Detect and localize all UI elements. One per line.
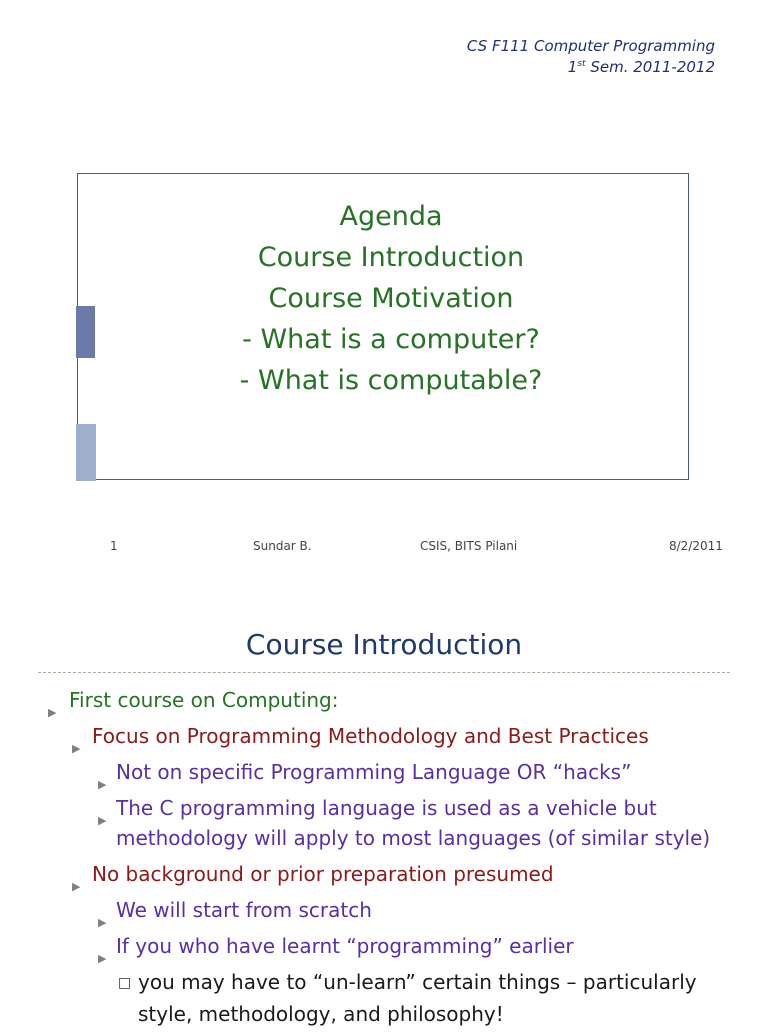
bullet-level-3: Not on specific Programming Language OR “hacks” (116, 760, 632, 784)
agenda-item: - What is computable? (239, 365, 543, 396)
bullet-arrow-icon: ▶ (98, 814, 107, 827)
slide-title: Course Introduction (245, 628, 523, 661)
square-bullet-icon: □ (118, 975, 132, 991)
title-divider (38, 672, 730, 673)
bullet-level-3: We will start from scratch (116, 898, 372, 922)
bullet-level-2: Focus on Programming Methodology and Best Practices (92, 724, 649, 748)
agenda-item: - What is a computer? (242, 324, 540, 355)
agenda-item: Course Introduction (257, 242, 525, 273)
bullet-level-3: The C programming language is used as a vehicle but (116, 796, 657, 820)
course-name: CS F111 Computer Programming (466, 37, 715, 55)
bullet-arrow-icon: ▶ (98, 916, 107, 929)
footer-department: CSIS, BITS Pilani (420, 539, 518, 553)
agenda-text (77, 196, 705, 401)
bullet-level-3: If you who have learnt “programming” earlier (116, 934, 574, 958)
accent-bar-light (76, 424, 96, 481)
footer-page-number: 1 (110, 539, 118, 553)
footer-date: 8/2/2011 (669, 539, 723, 553)
footer-author: Sundar B. (253, 539, 312, 553)
agenda-item: Course Motivation (268, 283, 514, 314)
bullet-level-4-continued: style, methodology, and philosophy! (138, 1002, 504, 1026)
bullet-level-1: First course on Computing: (69, 688, 339, 712)
bullet-level-4: you may have to “un-learn” certain things – particularly (138, 970, 697, 994)
agenda-heading: Agenda (339, 201, 443, 232)
bullet-arrow-icon: ▶ (72, 880, 81, 893)
bullet-arrow-icon: ▶ (98, 952, 107, 965)
bullet-arrow-icon: ▶ (98, 778, 107, 791)
course-header (467, 36, 715, 78)
bullet-level-3-continued: methodology will apply to most languages (of similar style) (116, 826, 711, 850)
bullet-level-2: No background or prior preparation presumed (92, 862, 554, 886)
semester-line: 1st Sem. 2011-2012 (567, 58, 715, 76)
bullet-arrow-icon: ▶ (48, 706, 57, 719)
bullet-arrow-icon: ▶ (72, 742, 81, 755)
